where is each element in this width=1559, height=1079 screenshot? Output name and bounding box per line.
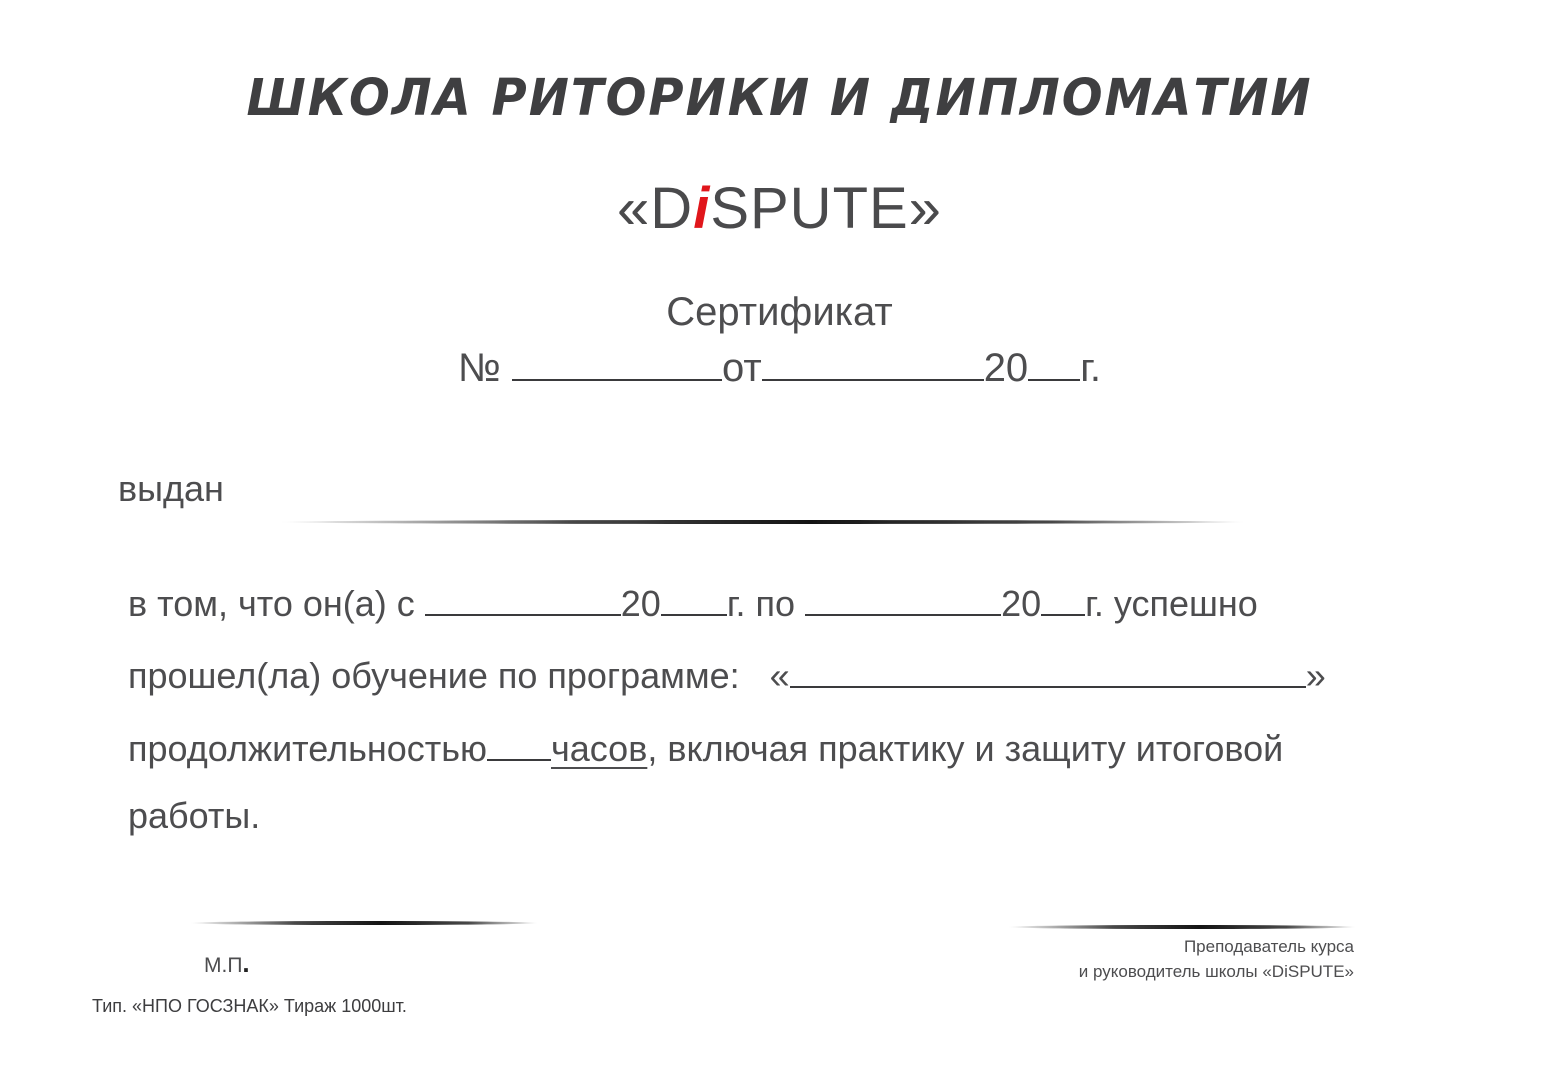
issued-label: выдан bbox=[118, 468, 224, 509]
hours-blank[interactable] bbox=[487, 723, 551, 761]
recipient-name-line[interactable] bbox=[280, 520, 1245, 524]
stamp-line[interactable] bbox=[190, 921, 538, 925]
end-year-blank[interactable] bbox=[1041, 578, 1085, 616]
stamp-dot: . bbox=[242, 948, 250, 978]
stamp-text: М.П bbox=[204, 954, 243, 977]
start-date-blank[interactable] bbox=[425, 578, 621, 616]
body-text-span: в том, что он(а) с bbox=[128, 583, 425, 624]
hours-word: часов bbox=[551, 728, 648, 769]
body-text-span: г. успешно bbox=[1085, 583, 1258, 624]
year-suffix: г. bbox=[1080, 346, 1102, 390]
body-line-3 bbox=[128, 723, 1283, 770]
date-blank[interactable] bbox=[762, 343, 984, 381]
body-text-span: прошел(ла) обучение по программе: « bbox=[128, 655, 790, 696]
certificate-title: Сертификат bbox=[666, 290, 893, 334]
signature-caption bbox=[1079, 934, 1354, 984]
signature-caption-line2: и руководитель школы «DiSPUTE» bbox=[1078, 962, 1354, 981]
number-prefix: № bbox=[457, 346, 512, 390]
printer-info: Тип. «НПО ГОСЗНАК» Тираж 1000шт. bbox=[92, 996, 407, 1016]
body-text-span: 20 bbox=[620, 583, 661, 624]
body-text-span: , включая практику и защиту итоговой bbox=[647, 728, 1284, 769]
from-word: от bbox=[722, 346, 762, 390]
certificate-number-line bbox=[0, 343, 1559, 391]
start-year-blank[interactable] bbox=[661, 578, 727, 616]
stamp-label bbox=[204, 948, 250, 979]
body-line-2 bbox=[128, 650, 1326, 697]
brand-open: «D bbox=[617, 176, 694, 241]
school-title: ШКОЛА РИТОРИКИ И ДИПЛОМАТИИ bbox=[246, 68, 1313, 128]
year-prefix: 20 bbox=[983, 346, 1029, 390]
number-blank[interactable] bbox=[512, 343, 722, 381]
program-name-blank[interactable] bbox=[790, 650, 1306, 688]
body-line-4: работы. bbox=[128, 795, 261, 836]
brand-red-letter: i bbox=[693, 176, 711, 241]
body-text-span: » bbox=[1305, 655, 1326, 696]
body-text-span: 20 bbox=[1001, 583, 1042, 624]
body-text-span: продолжительностью bbox=[128, 728, 487, 769]
signature-line[interactable] bbox=[1008, 925, 1356, 929]
year-blank[interactable] bbox=[1028, 343, 1080, 381]
school-brand-logo bbox=[0, 175, 1559, 242]
signature-caption-line1: Преподаватель курса bbox=[1183, 937, 1354, 956]
body-line-1 bbox=[128, 578, 1258, 625]
body-text-span: г. по bbox=[726, 583, 806, 624]
brand-rest: SPUTE» bbox=[710, 176, 942, 241]
end-date-blank[interactable] bbox=[805, 578, 1001, 616]
